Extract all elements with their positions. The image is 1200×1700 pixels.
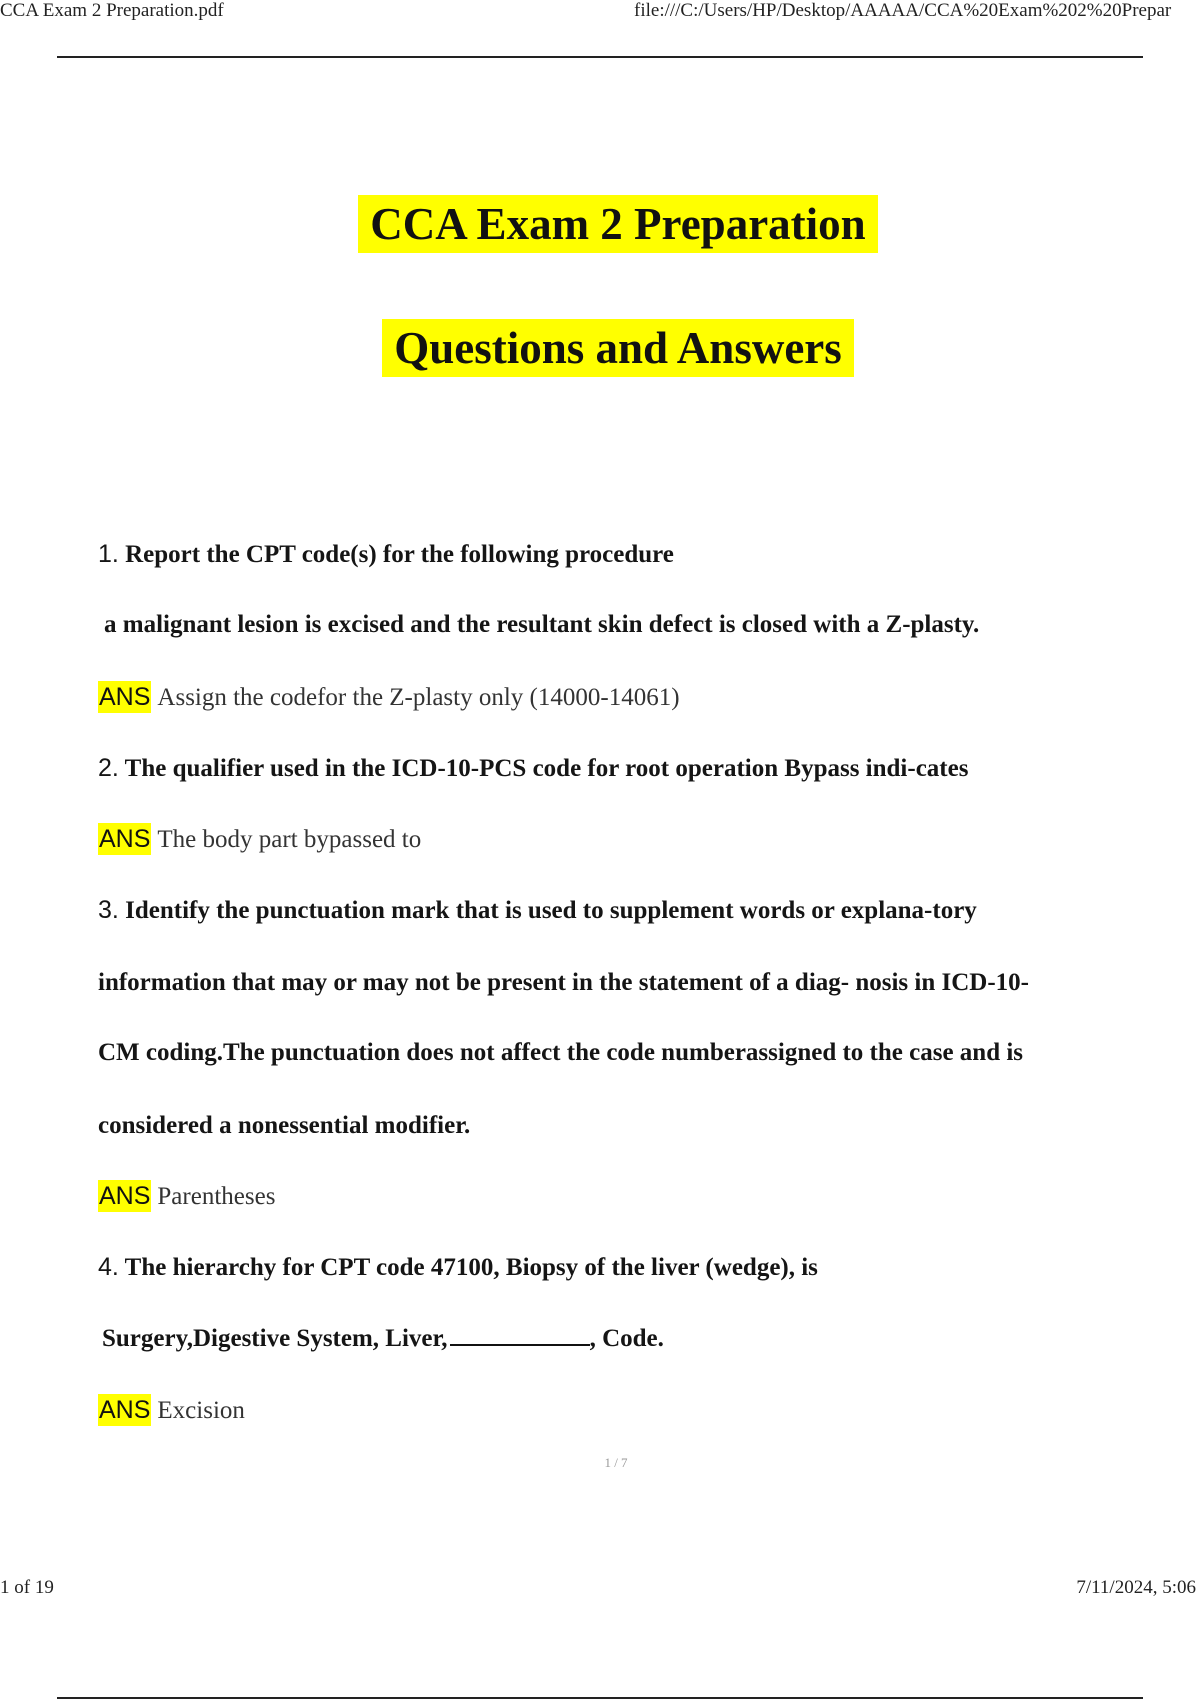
question-number: 2. [98,754,119,782]
ans-highlight: ANS [99,825,151,853]
question-text: The qualifier used in the ICD-10-PCS code for root operation Bypass indi-cates [124,755,969,782]
answer-3 [98,1182,275,1211]
fill-in-blank [450,1344,590,1346]
question-3-line-2: information that may or may not be present in the statement of a diag- nosis in ICD-10- [98,969,1029,996]
question-1 [98,540,674,569]
answer-2 [98,825,421,854]
question-number: 1. [98,540,119,568]
bottom-divider [57,1697,1143,1699]
answer-text: The body part bypassed to [157,826,422,853]
print-header-url: file:///C:/Users/HP/Desktop/AAAAA/CCA%20Exam%202%20Prepar [634,0,1172,21]
document-title [0,198,1200,250]
print-header-filename: CCA Exam 2 Preparation.pdf [0,0,224,21]
question-3 [98,896,977,925]
question-text: Report the CPT code(s) for the following procedure [125,541,674,568]
question-2 [98,754,968,783]
question-3-line-3: CM coding.The punctuation does not affect the code numberassigned to the case and is [98,1039,1024,1066]
answer-4 [98,1396,245,1425]
question-number: 4. [98,1253,119,1281]
answer-text: Assign the codefor the Z-plasty only (14000-14061) [157,684,680,711]
question-3-line-4: considered a nonessential modifier. [98,1112,471,1139]
ans-highlight: ANS [99,683,151,711]
print-footer-datetime: 7/11/2024, 5:06 [1076,1577,1196,1598]
answer-1 [98,683,680,712]
question-number: 3. [98,896,119,924]
top-divider [57,56,1143,58]
question-text: Identify the punctuation mark that is used to supplement words or explana-tory [125,897,977,924]
question-text: , Code. [589,1325,664,1352]
document-title-text: CCA Exam 2 Preparation [358,195,877,253]
answer-text: Excision [157,1397,245,1424]
ans-highlight: ANS [99,1182,151,1210]
answer-text: Parentheses [157,1183,276,1210]
print-footer-page-count: 1 of 19 [0,1577,54,1598]
question-4 [98,1253,818,1282]
question-text: The hierarchy for CPT code 47100, Biopsy of the liver (wedge), is [124,1254,818,1281]
ans-highlight: ANS [99,1396,151,1424]
inner-page-number: 1 / 7 [604,1455,628,1470]
question-4-line-2 [102,1325,664,1353]
document-subtitle-text: Questions and Answers [382,319,854,377]
question-1-line-2: a malignant lesion is excised and the resultant skin defect is closed with a Z-plasty. [104,611,980,638]
question-text: Surgery,Digestive System, Liver, [102,1325,448,1352]
document-subtitle [0,322,1200,374]
